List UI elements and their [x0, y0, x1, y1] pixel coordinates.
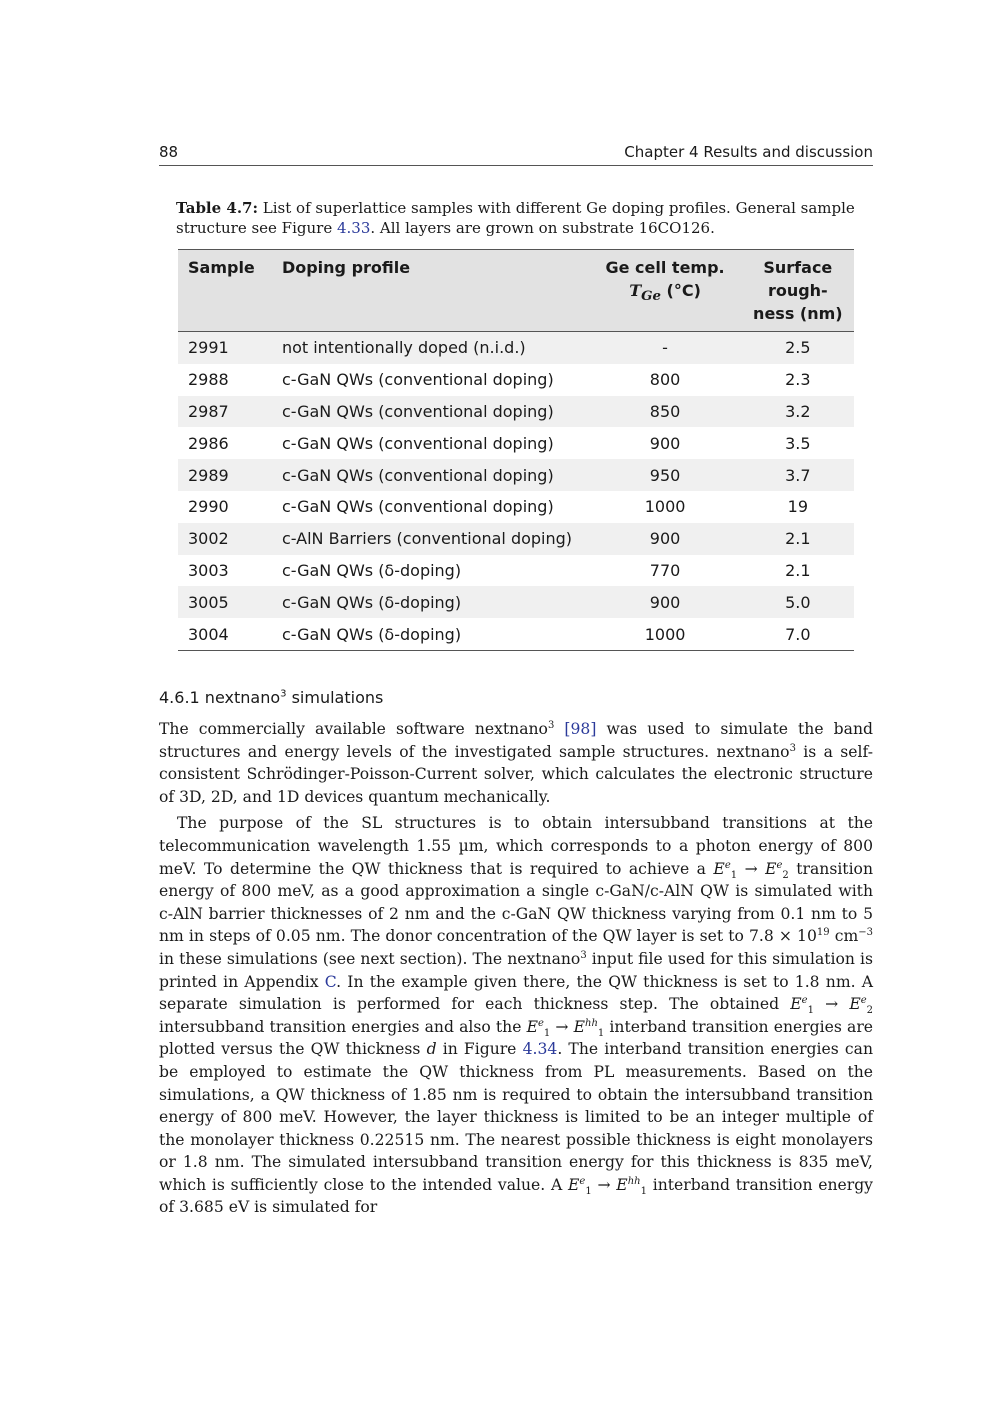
p2-text-k: interband transition energy of 3.685 eV is simulated for [159, 1175, 873, 1217]
cell-roughness: 3.7 [785, 465, 811, 485]
p2-text-c: cm [829, 927, 859, 946]
p2-text-g: intersubband transition energies and also the [159, 1017, 527, 1036]
math-E: E [765, 859, 777, 878]
math-sub-1: 1 [730, 869, 738, 881]
math-arrow: → [591, 1175, 617, 1194]
math-sub-2: 2 [782, 869, 789, 881]
math-arrow: → [813, 995, 850, 1014]
cell-sample: 2990 [188, 497, 229, 517]
cell-temp: 770 [649, 560, 681, 580]
samples-table [178, 249, 854, 651]
cell-sample: 2987 [188, 401, 229, 421]
cell-doping: c-GaN QWs (conventional doping) [281, 433, 554, 453]
paragraph-1 [159, 718, 873, 808]
table-row [178, 555, 854, 587]
math-sup-e: e [801, 994, 808, 1006]
p1-text-a: The commercially available software nextnano [159, 720, 548, 738]
cell-sample: 3002 [188, 529, 229, 549]
math-sub-1: 1 [597, 1027, 605, 1039]
header-sample: Sample [188, 258, 255, 277]
figure-ref-link[interactable]: 4.33 [336, 219, 371, 237]
table-row [178, 364, 854, 396]
cell-sample: 2989 [188, 465, 229, 485]
table-row [178, 332, 854, 364]
math-sub-1: 1 [807, 1005, 814, 1017]
table-row [178, 427, 854, 459]
p2-text-h: interband transition energies are plotted versus the QW thickness [159, 1017, 873, 1059]
header-doping: Doping profile [281, 258, 411, 277]
header-rough-line3: ness (nm) [753, 304, 843, 323]
cell-roughness: 2.5 [785, 338, 811, 358]
math-sub-2: 2 [866, 1005, 873, 1017]
cell-roughness: 3.2 [785, 401, 811, 421]
cell-doping: c-GaN QWs (δ-doping) [281, 592, 462, 612]
cell-temp: 900 [649, 529, 681, 549]
header-roughness [742, 250, 854, 332]
math-arrow: → [550, 1017, 574, 1036]
cell-temp: 800 [649, 370, 681, 390]
section-title-suffix: simulations [286, 688, 384, 707]
section-title: 4.6.1 nextnano [159, 688, 281, 707]
p2-text-b: transition energy of 800 meV, as a good approximation a single c-GaN/c-AlN QW is simulated with c-AlN barrier thicknesses of 2 nm and the c-GaN QW thickness varying from 0.1 nm to 5 nm in steps of 0.05 nm. The donor concentration of the QW layer is set to 7.8 × 10 [159, 859, 873, 946]
cell-roughness: 5.0 [785, 592, 811, 612]
p2-exp-2: −3 [858, 927, 873, 939]
math-sup-e: e [776, 859, 783, 871]
cell-doping: c-GaN QWs (δ-doping) [281, 560, 462, 580]
section-heading [159, 688, 383, 707]
appendix-link[interactable]: C [324, 972, 337, 991]
cell-roughness: 2.1 [785, 529, 811, 549]
math-E: E [790, 995, 802, 1014]
cell-doping: c-GaN QWs (conventional doping) [281, 370, 554, 390]
table-row [178, 491, 854, 523]
p2-text-j: . The interband transition energies can be employed to estimate the QW thickness from PL measurements. Based on the simulations, a QW thickness of 1.85 nm is required to obtain the intersubband transition energy of 800 meV. However, the layer thickness is limited to be an integer multiple of the monolayer thickness 0.22515 nm. The nearest possible thickness is eight monolayers or 1.8 nm. The simulated intersubband transition energy for this thickness is 835 meV, which is sufficiently close to the intended value. A [159, 1040, 873, 1194]
math-E: E [526, 1017, 538, 1036]
cell-temp: 900 [649, 433, 681, 453]
cell-roughness: 7.0 [785, 624, 811, 644]
p1-text-c: is a self-consistent Schrödinger-Poisson-Current solver, which calculates the electronic structure of 3D, 2D, and 1D devices quantum mechanically. [159, 742, 873, 806]
p2-text-f: . In the example given there, the QW thickness is set to 1.8 nm. A separate simulation is performed for each thickness step. The obtained [159, 972, 874, 1014]
cell-doping: not intentionally doped (n.i.d.) [281, 338, 526, 358]
cell-sample: 2991 [188, 338, 229, 358]
table-header-row [178, 250, 854, 332]
p2-text-d: in these simulations (see next section). The nextnano [159, 949, 581, 968]
p2-exp-1: 19 [816, 927, 830, 939]
cell-doping: c-GaN QWs (conventional doping) [281, 465, 554, 485]
caption-text-2: . All layers are grown on substrate 16CO126. [370, 219, 715, 237]
math-sub-1: 1 [585, 1185, 592, 1197]
header-temp-symbol: T [629, 281, 642, 300]
citation-link[interactable]: [98] [564, 720, 597, 738]
header-temp-line1: Ge cell temp. [605, 258, 725, 277]
math-sup-hh: hh [585, 1017, 598, 1029]
table-row [178, 618, 854, 650]
math-E: E [849, 995, 861, 1014]
cell-roughness: 2.3 [785, 370, 811, 390]
header-temp-unit: (°C) [660, 281, 701, 300]
cell-doping: c-GaN QWs (conventional doping) [281, 401, 554, 421]
header-rough-line1: Surface [763, 258, 833, 277]
cell-sample: 3005 [188, 592, 229, 612]
p1-sup-1: 3 [547, 719, 555, 731]
math-E: E [713, 859, 725, 878]
figure-ref-link-2[interactable]: 4.34 [522, 1040, 558, 1059]
running-header [159, 143, 873, 166]
section-title-sup: 3 [280, 688, 287, 700]
math-arrow: → [737, 859, 766, 878]
body-text [159, 718, 873, 1223]
math-sup-e: e [724, 859, 731, 871]
cell-sample: 3003 [188, 560, 229, 580]
paragraph-2 [159, 812, 873, 1219]
p2-text-e: input file used for this simulation is printed in Appendix [159, 949, 873, 991]
math-d: d [426, 1040, 437, 1059]
chapter-title: Chapter 4 Results and discussion [624, 143, 873, 161]
math-E: E [616, 1175, 628, 1194]
page-number: 88 [159, 143, 179, 161]
p1-text-b: was used to simulate the band structures and energy levels of the investigated sample structures. nextnano [159, 720, 873, 761]
cell-roughness: 19 [787, 497, 808, 517]
table-row [178, 459, 854, 491]
math-sup-e: e [579, 1175, 586, 1187]
cell-temp: 850 [649, 401, 681, 421]
cell-doping: c-AlN Barriers (conventional doping) [281, 529, 573, 549]
table-row [178, 586, 854, 618]
header-temp [588, 250, 741, 332]
cell-temp: 1000 [644, 497, 686, 517]
cell-temp: 900 [649, 592, 681, 612]
math-E: E [573, 1017, 586, 1036]
p2-text-i: in Figure [436, 1040, 523, 1059]
cell-temp: 950 [649, 465, 681, 485]
math-sub-1: 1 [543, 1027, 551, 1039]
cell-sample: 3004 [188, 624, 229, 644]
table-caption [176, 198, 861, 238]
table-row [178, 523, 854, 555]
cell-temp: - [662, 338, 668, 358]
cell-sample: 2986 [188, 433, 229, 453]
table-row [178, 396, 854, 428]
math-sup-e: e [537, 1017, 544, 1029]
cell-doping: c-GaN QWs (conventional doping) [281, 497, 554, 517]
cell-roughness: 3.5 [785, 433, 811, 453]
cell-doping: c-GaN QWs (δ-doping) [281, 624, 462, 644]
header-temp-subscript: Ge [641, 288, 661, 305]
math-sub-1: 1 [640, 1185, 647, 1197]
p1-sup-2: 3 [789, 742, 796, 754]
caption-label: Table 4.7: [176, 199, 259, 217]
cell-roughness: 2.1 [785, 560, 811, 580]
cell-temp: 1000 [644, 624, 686, 644]
p2-sup-3: 3 [580, 949, 587, 961]
math-sup-e: e [860, 994, 867, 1006]
caption-text-1: List of superlattice samples with different Ge doping profiles. General sample structure see Figure [176, 199, 855, 237]
math-sup-hh: hh [627, 1175, 641, 1187]
cell-sample: 2988 [188, 370, 229, 390]
math-E: E [568, 1175, 580, 1194]
p2-text-a: The purpose of the SL structures is to obtain intersubband transitions at the telecommunication wavelength 1.55 µm, which corresponds to a photon energy of 800 meV. To determine the QW thickness that is required to achieve a [159, 814, 873, 878]
header-rough-line2: rough- [767, 281, 828, 300]
